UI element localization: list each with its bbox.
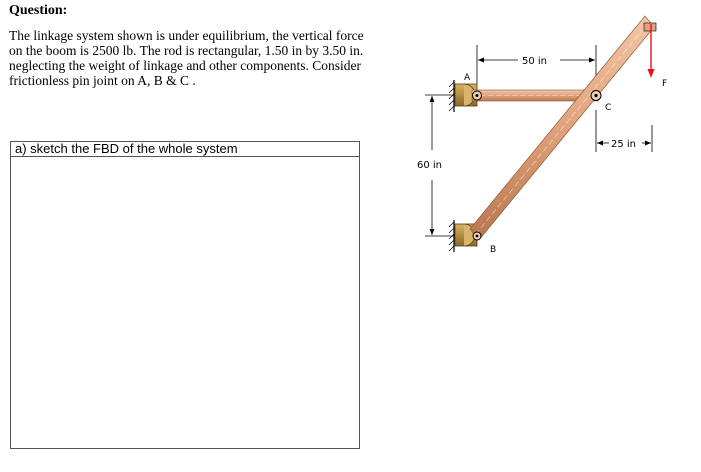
boom bbox=[470, 16, 654, 255]
label-a: A bbox=[464, 73, 471, 83]
answer-label: a) sketch the FBD of the whole system bbox=[11, 142, 359, 157]
linkage-diagram bbox=[400, 0, 701, 300]
question-title: Question: bbox=[9, 3, 68, 18]
label-c: C bbox=[605, 103, 612, 113]
dim-60-label: 60 in bbox=[417, 160, 443, 171]
question-line: neglecting the weight of linkage and other components. Consider bbox=[9, 58, 362, 73]
question-line: on the boom is 2500 lb. The rod is rectangular, 1.50 in by 3.50 in. bbox=[9, 43, 364, 58]
linkage-figure bbox=[400, 0, 701, 300]
label-f: F bbox=[662, 79, 668, 89]
dimension-left bbox=[417, 95, 460, 236]
label-b: B bbox=[490, 245, 497, 255]
question-line: The linkage system shown is under equilibrium, the vertical force bbox=[9, 28, 364, 43]
dimension-bottom bbox=[596, 110, 652, 152]
dimension-top bbox=[477, 45, 596, 84]
question-line: frictionless pin joint on A, B & C . bbox=[9, 73, 196, 88]
dim-50-label: 50 in bbox=[522, 56, 548, 67]
question-text bbox=[9, 28, 399, 88]
dim-25-label: 25 in bbox=[611, 139, 637, 150]
wall-support-a bbox=[449, 80, 454, 112]
pin-c bbox=[591, 91, 611, 114]
answer-box[interactable] bbox=[10, 141, 360, 449]
